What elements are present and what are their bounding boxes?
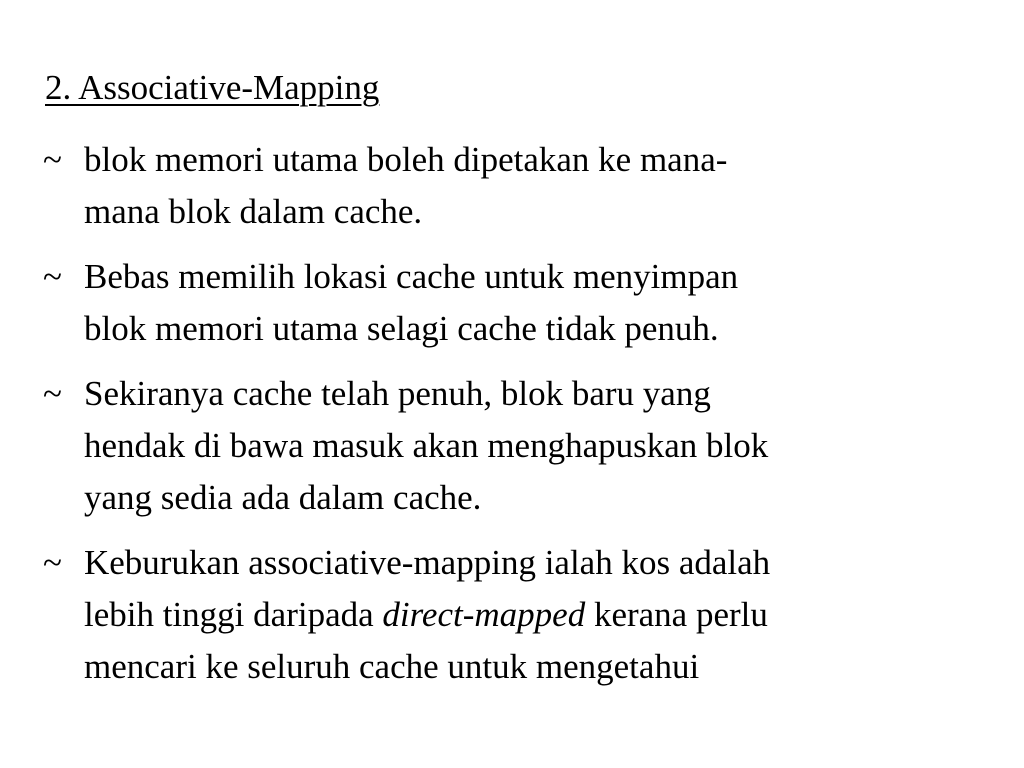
bullet-marker: ~	[43, 140, 62, 179]
bullet-item	[43, 537, 1003, 693]
bullet-item	[43, 251, 1003, 355]
bullet-list	[43, 134, 1003, 706]
bullet-line	[84, 589, 1003, 641]
bullet-line: yang sedia ada dalam cache.	[84, 478, 482, 517]
bullet-marker: ~	[43, 374, 62, 413]
emphasis-text: direct-mapped	[382, 595, 586, 634]
bullet-line: mencari ke seluruh cache untuk mengetahui	[84, 647, 700, 686]
bullet-marker: ~	[43, 257, 62, 296]
bullet-line: Bebas memilih lokasi cache untuk menyimpan	[84, 257, 739, 296]
bullet-line: Sekiranya cache telah penuh, blok baru yang	[84, 374, 711, 413]
bullet-line: mana blok dalam cache.	[84, 192, 423, 231]
bullet-text: lebih tinggi daripada	[84, 595, 383, 634]
slide-heading: 2. Associative-Mapping	[45, 68, 380, 107]
bullet-item	[43, 368, 1003, 524]
bullet-line: blok memori utama boleh dipetakan ke mana-	[84, 140, 728, 179]
bullet-text: kerana perlu	[585, 595, 768, 634]
bullet-line: Keburukan associative-mapping ialah kos adalah	[84, 543, 771, 582]
bullet-line: hendak di bawa masuk akan menghapuskan blok	[84, 426, 769, 465]
bullet-item	[43, 134, 1003, 238]
bullet-marker: ~	[43, 543, 62, 582]
bullet-line: blok memori utama selagi cache tidak penuh.	[84, 309, 719, 348]
